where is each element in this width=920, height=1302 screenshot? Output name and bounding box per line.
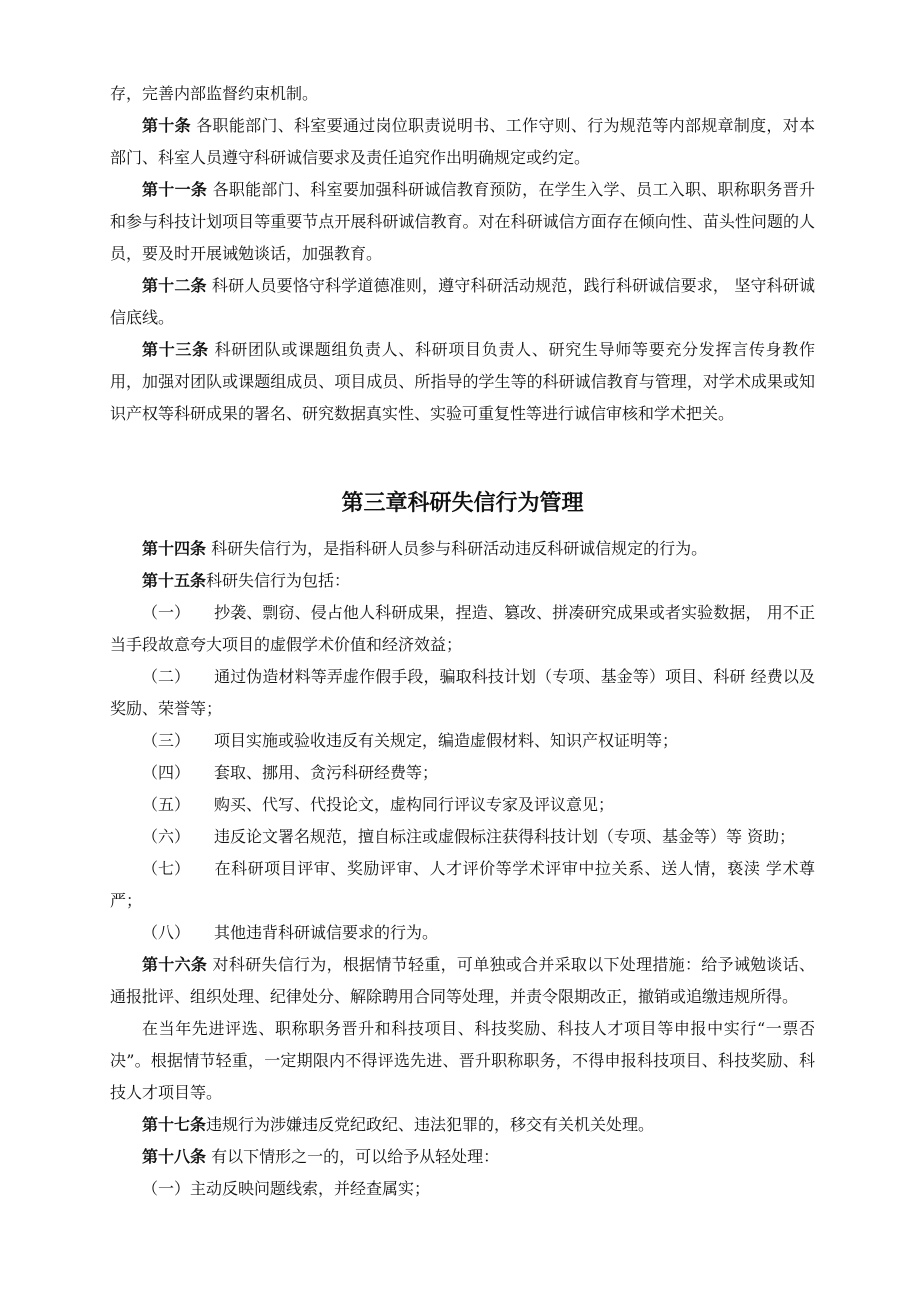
document-page [110,78,815,1205]
article-18-label: 第十八条 [142,1147,207,1166]
list-item [110,917,815,949]
article-12 [110,270,815,334]
article-15-text: 科研失信行为包括： [206,571,351,590]
article-14-label: 第十四条 [142,539,207,558]
intro-fragment: 存，完善内部监督约束机制。 [110,84,319,103]
article-12-label: 第十二条 [142,276,207,295]
list-item-number: （八） [142,923,191,942]
article-16-text: 对科研失信行为，根据情节轻重，可单独或合并采取以下处理措施：给予诫勉谈话、通报批评、组织处理、纪律处分、解除聘用合同等处理，并责令限期改正，撤销或追缴违规所得。 [110,955,815,1006]
article-17 [110,1109,815,1141]
article-13-label: 第十三条 [142,340,209,359]
list-item [110,725,815,757]
list-item-number: （五） [142,795,191,814]
list-item [110,821,815,853]
article-16-paragraph-2: 在当年先进评选、职称职务晋升和科技项目、科技奖励、科技人才项目等申报中实行“一票否决”。根据情节轻重，一定期限内不得评选先进、晋升职称职务，不得申报科技项目、科技奖励、科技人才项目等。 [110,1019,815,1102]
article-10-label: 第十条 [142,116,191,135]
list-item-text: 在科研项目评审、奖励评审、人才评价等学术评审中拉关系、送人情，亵渎 学术尊严； [110,859,815,910]
article-17-text: 违规行为涉嫌违反党纪政纪、违法犯罪的，移交有关机关处理。 [206,1115,655,1134]
article-16-label: 第十六条 [142,955,208,974]
list-item-text: 项目实施或验收违反有关规定，编造虚假材料、知识产权证明等； [214,731,679,750]
list-item-number: （四） [142,763,191,782]
list-item-text: 其他违背科研诚信要求的行为。 [214,923,439,942]
article-18-text: 有以下情形之一的，可以给予从轻处理： [211,1147,500,1166]
list-item [110,597,815,661]
article-18 [110,1141,815,1173]
article-11-text: 各职能部门、科室要加强科研诚信教育预防，在学生入学、员工入职、职称职务晋升和参与科技计划项目等重要节点开展科研诚信教育。对在科研诚信方面存在倾向性、苗头性问题的人员，要及时开展诫勉谈话，加强教育。 [110,180,815,263]
list-item-text: 购买、代写、代投论文，虚构同行评议专家及评议意见； [214,795,615,814]
article-18-item-1: （一）主动反映问题线索，并经查属实； [142,1179,431,1198]
article-15 [110,565,815,597]
article-15-label: 第十五条 [142,571,207,590]
list-item-number: （七） [142,859,191,878]
list-item-text: 套取、挪用、贪污科研经费等； [214,763,439,782]
list-item-number: （六） [142,827,191,846]
article-13-text: 科研团队或课题组负责人、科研项目负责人、研究生导师等要充分发挥言传身教作用，加强对团队或课题组成员、项目成员、所指导的学生等的科研诚信教育与管理，对学术成果或知识产权等科研成果的署名、研究数据真实性、实验可重复性等进行诚信审核和学术把关。 [110,340,815,423]
article-14-text: 科研失信行为，是指科研人员参与科研活动违反科研诚信规定的行为。 [211,539,708,558]
list-item-text: 通过伪造材料等弄虚作假手段，骗取科技计划（专项、基金等）项目、科研 经费以及奖励、荣誉等； [110,667,815,718]
list-item [110,661,815,725]
article-12-text: 科研人员要恪守科学道德准则，遵守科研活动规范，践行科研诚信要求， 坚守科研诚信底线。 [110,276,815,327]
list-item-number: （一） [142,603,191,622]
article-16 [110,949,815,1013]
article-14 [110,533,815,565]
list-item [110,789,815,821]
article-11 [110,174,815,270]
chapter-3-title: 第三章科研失信行为管理 [341,490,584,516]
article-17-label: 第十七条 [142,1115,207,1134]
list-item-number: （三） [142,731,191,750]
list-item [110,853,815,917]
article-13 [110,334,815,430]
article-10 [110,110,815,174]
article-11-label: 第十一条 [142,180,208,199]
list-item-number: （二） [142,667,191,686]
list-item-text: 违反论文署名规范，擅自标注或虚假标注获得科技计划（专项、基金等）等 资助； [214,827,796,846]
article-10-text: 各职能部门、科室要通过岗位职责说明书、工作守则、行为规范等内部规章制度，对本部门、科室人员遵守科研诚信要求及责任追究作出明确规定或约定。 [110,116,815,167]
list-item-text: 抄袭、剽窃、侵占他人科研成果，捏造、篡改、拼凑研究成果或者实验数据， 用不正当手段故意夸大项目的虚假学术价值和经济效益； [110,603,815,654]
list-item [110,757,815,789]
